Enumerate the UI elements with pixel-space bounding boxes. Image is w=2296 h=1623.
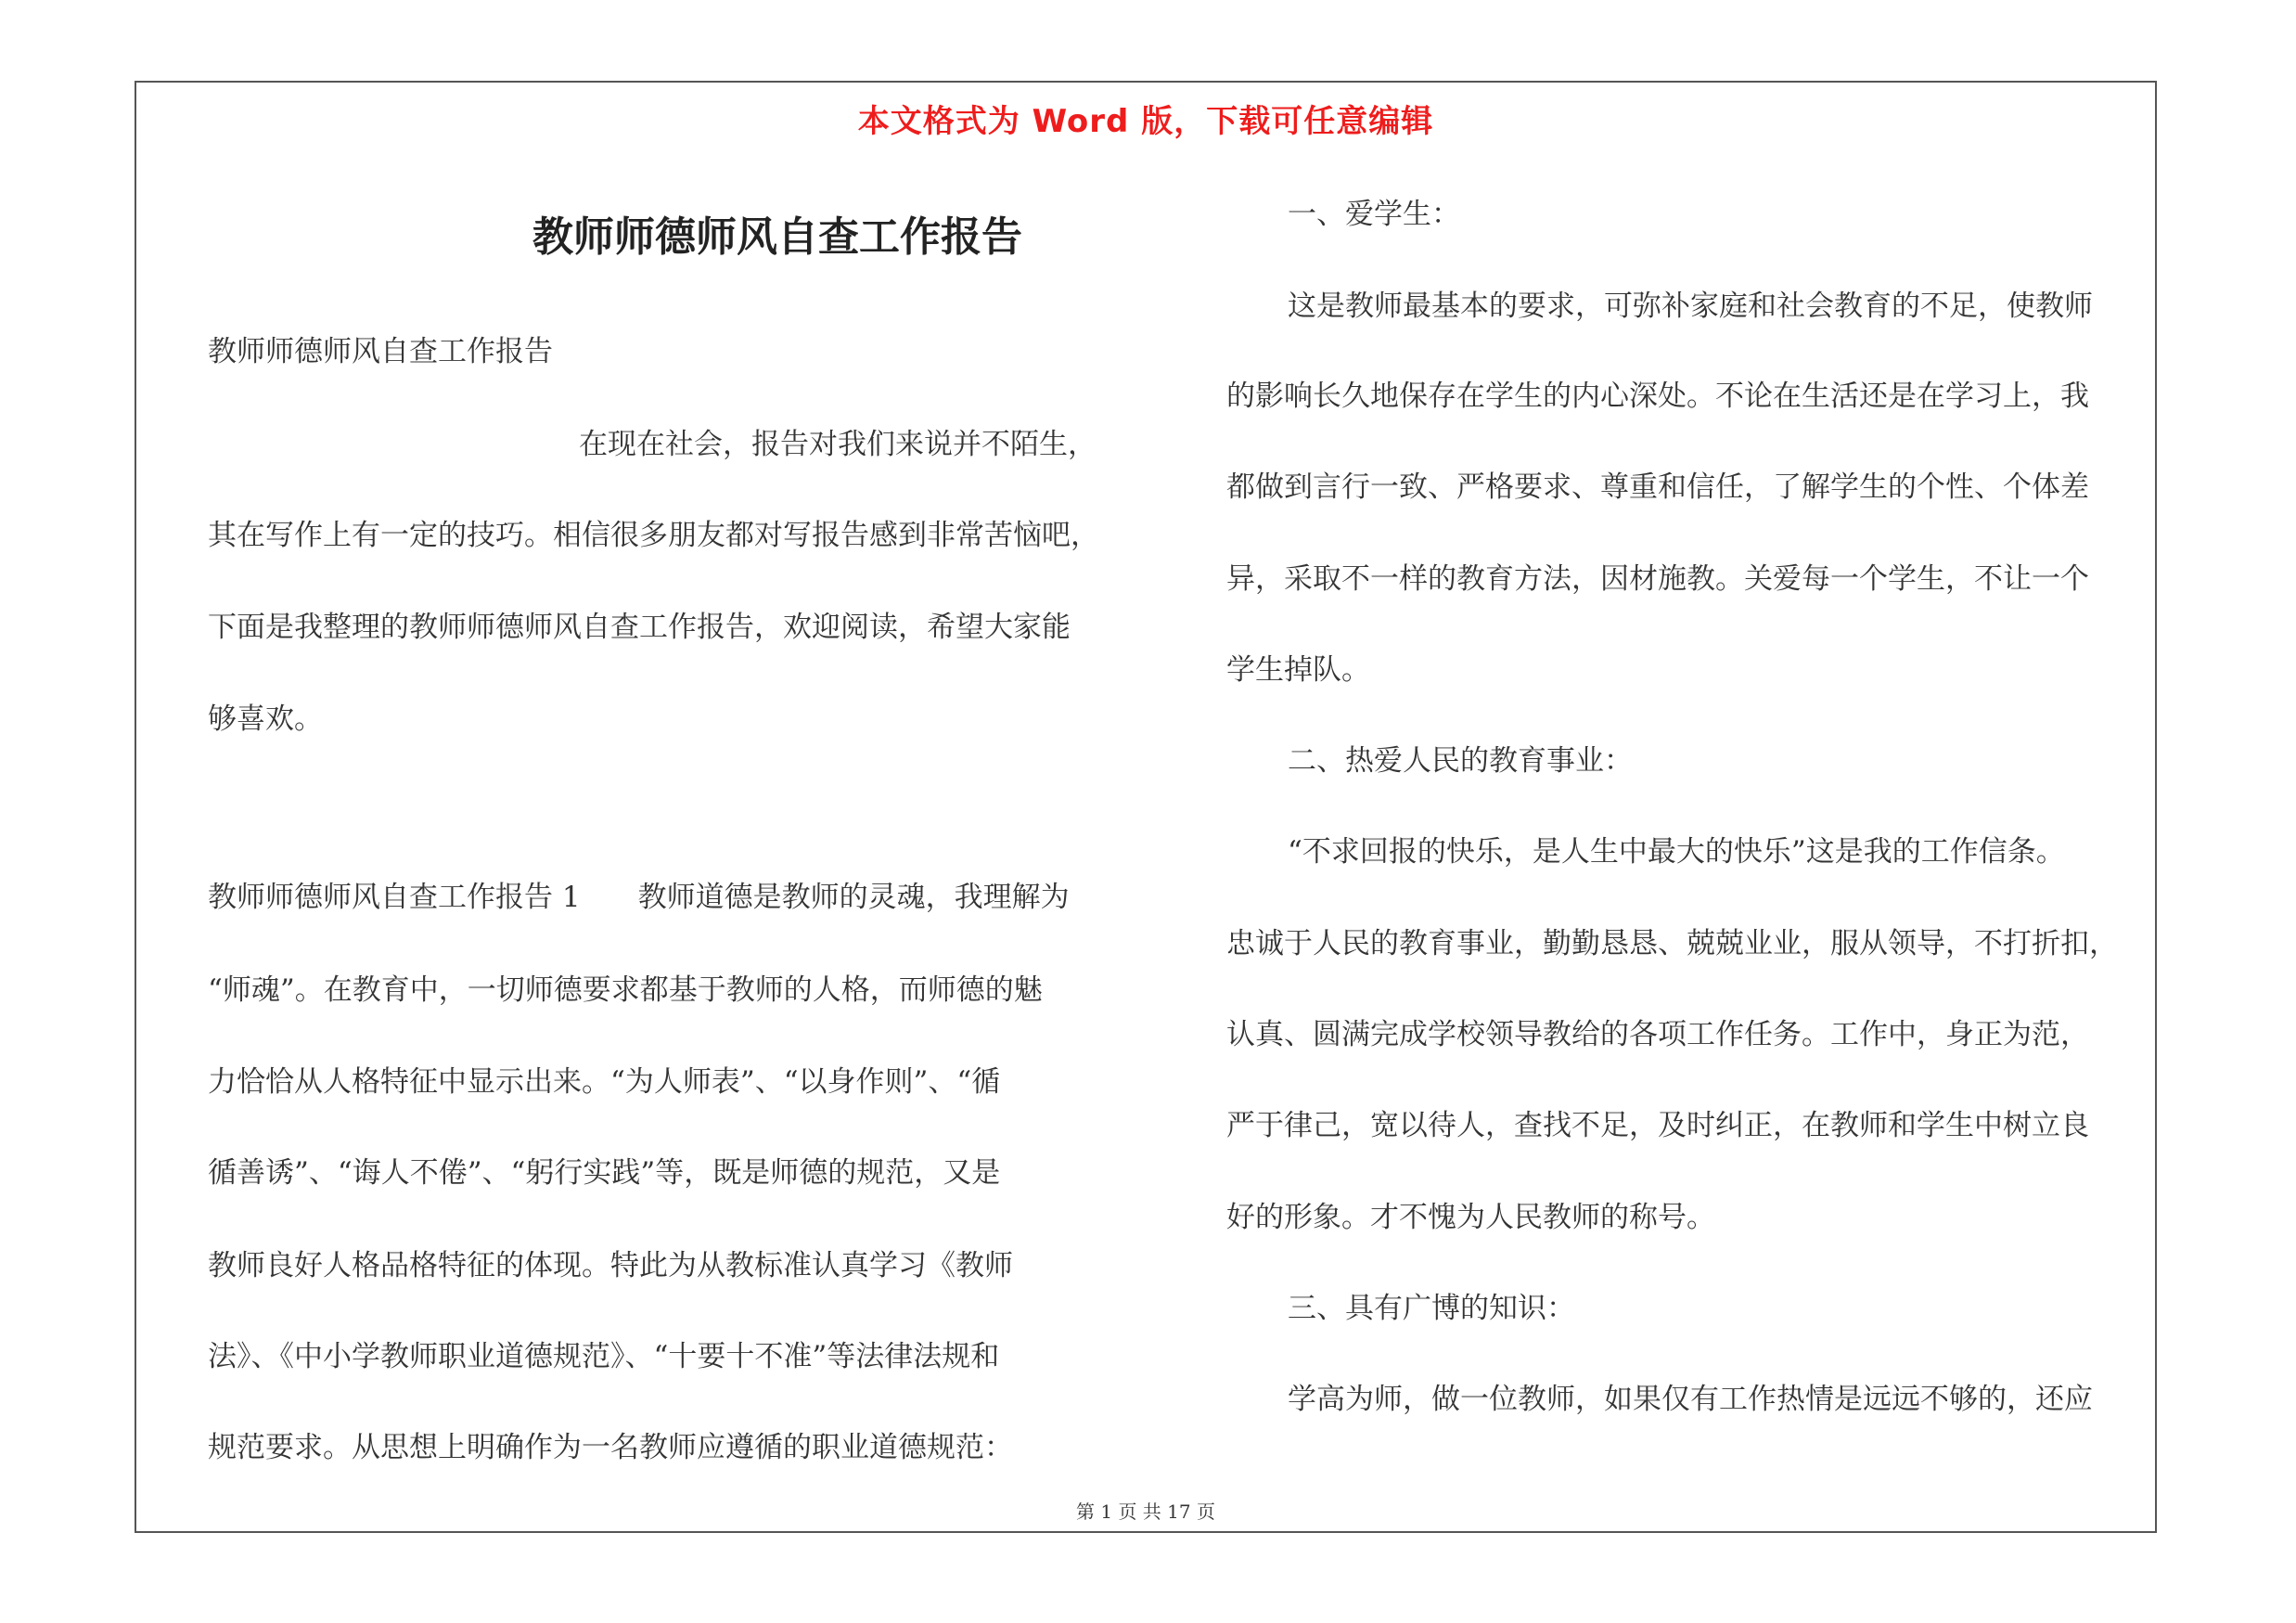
paragraph-line: 好的形象。才不愧为人民教师的称号。 — [1226, 1201, 1715, 1234]
paragraph-line: “师魂”。在教育中，一切师德要求都基于教师的人格，而师德的魅 — [208, 973, 1043, 1007]
paragraph-line: 其在写作上有一定的技巧。相信很多朋友都对写报告感到非常苦恼吧， — [208, 519, 1099, 552]
paragraph-line: 法》、《中小学教师职业道德规范》、“十要十不准”等法律法规和 — [208, 1340, 1000, 1373]
document-page — [135, 81, 2157, 1533]
section-heading: 三、具有广博的知识： — [1288, 1292, 1575, 1325]
paragraph-line: 这是教师最基本的要求，可弥补家庭和社会教育的不足，使教师 — [1288, 290, 2093, 323]
paragraph-line: 学高为师，做一位教师，如果仅有工作热情是远远不够的，还应 — [1288, 1383, 2093, 1416]
section-heading: 一、爱学生： — [1288, 198, 1460, 231]
paragraph-line: 够喜欢。 — [208, 702, 323, 736]
paragraph-line: 力恰恰从人格特征中显示出来。“为人师表”、“以身作则”、“循 — [208, 1065, 1001, 1099]
paragraph-line: 认真、圆满完成学校领导教给的各项工作任务。工作中，身正为范， — [1226, 1018, 2089, 1051]
paragraph-line: 下面是我整理的教师师德师风自查工作报告，欢迎阅读，希望大家能 — [208, 611, 1071, 644]
paragraph-line: 教师良好人格品格特征的体现。特此为从教标准认真学习《教师 — [208, 1249, 1013, 1282]
paragraph-line: 规范要求。从思想上明确作为一名教师应遵循的职业道德规范： — [208, 1431, 1013, 1464]
paragraph-line: 异，采取不一样的教育方法，因材施教。关爱每一个学生，不让一个 — [1226, 562, 2089, 596]
document-title: 教师师德师风自查工作报告 — [532, 213, 1022, 261]
paragraph-line: 都做到言行一致、严格要求、尊重和信任，了解学生的个性、个体差 — [1226, 470, 2089, 504]
paragraph-line: 严于律己，宽以待人，查找不足，及时纠正，在教师和学生中树立良 — [1226, 1109, 2089, 1142]
word-format-banner: 本文格式为 Word 版，下载可任意编辑 — [857, 103, 1434, 140]
paragraph-line: “不求回报的快乐，是人生中最大的快乐”这是我的工作信条。 — [1288, 835, 2065, 869]
paragraph-line: 学生掉队。 — [1226, 653, 1370, 687]
paragraph-line: 忠诚于人民的教育事业，勤勤恳恳、兢兢业业，服从领导，不打折扣， — [1226, 927, 2118, 960]
section-heading: 二、热爱人民的教育事业： — [1288, 744, 1633, 778]
paragraph-line: 在现在社会，报告对我们来说并不陌生， — [579, 428, 1097, 461]
page-number-footer: 第 1 页 共 17 页 — [1076, 1501, 1215, 1523]
paragraph-line: 教师师德师风自查工作报告 1 教师道德是教师的灵魂，我理解为 — [208, 881, 1070, 914]
paragraph-line: 循善诱”、“诲人不倦”、“躬行实践”等，既是师德的规范，又是 — [208, 1156, 1001, 1190]
paragraph-line: 的影响长久地保存在学生的内心深处。不论在生活还是在学习上，我 — [1226, 380, 2089, 413]
paragraph-line: 教师师德师风自查工作报告 — [208, 335, 553, 368]
